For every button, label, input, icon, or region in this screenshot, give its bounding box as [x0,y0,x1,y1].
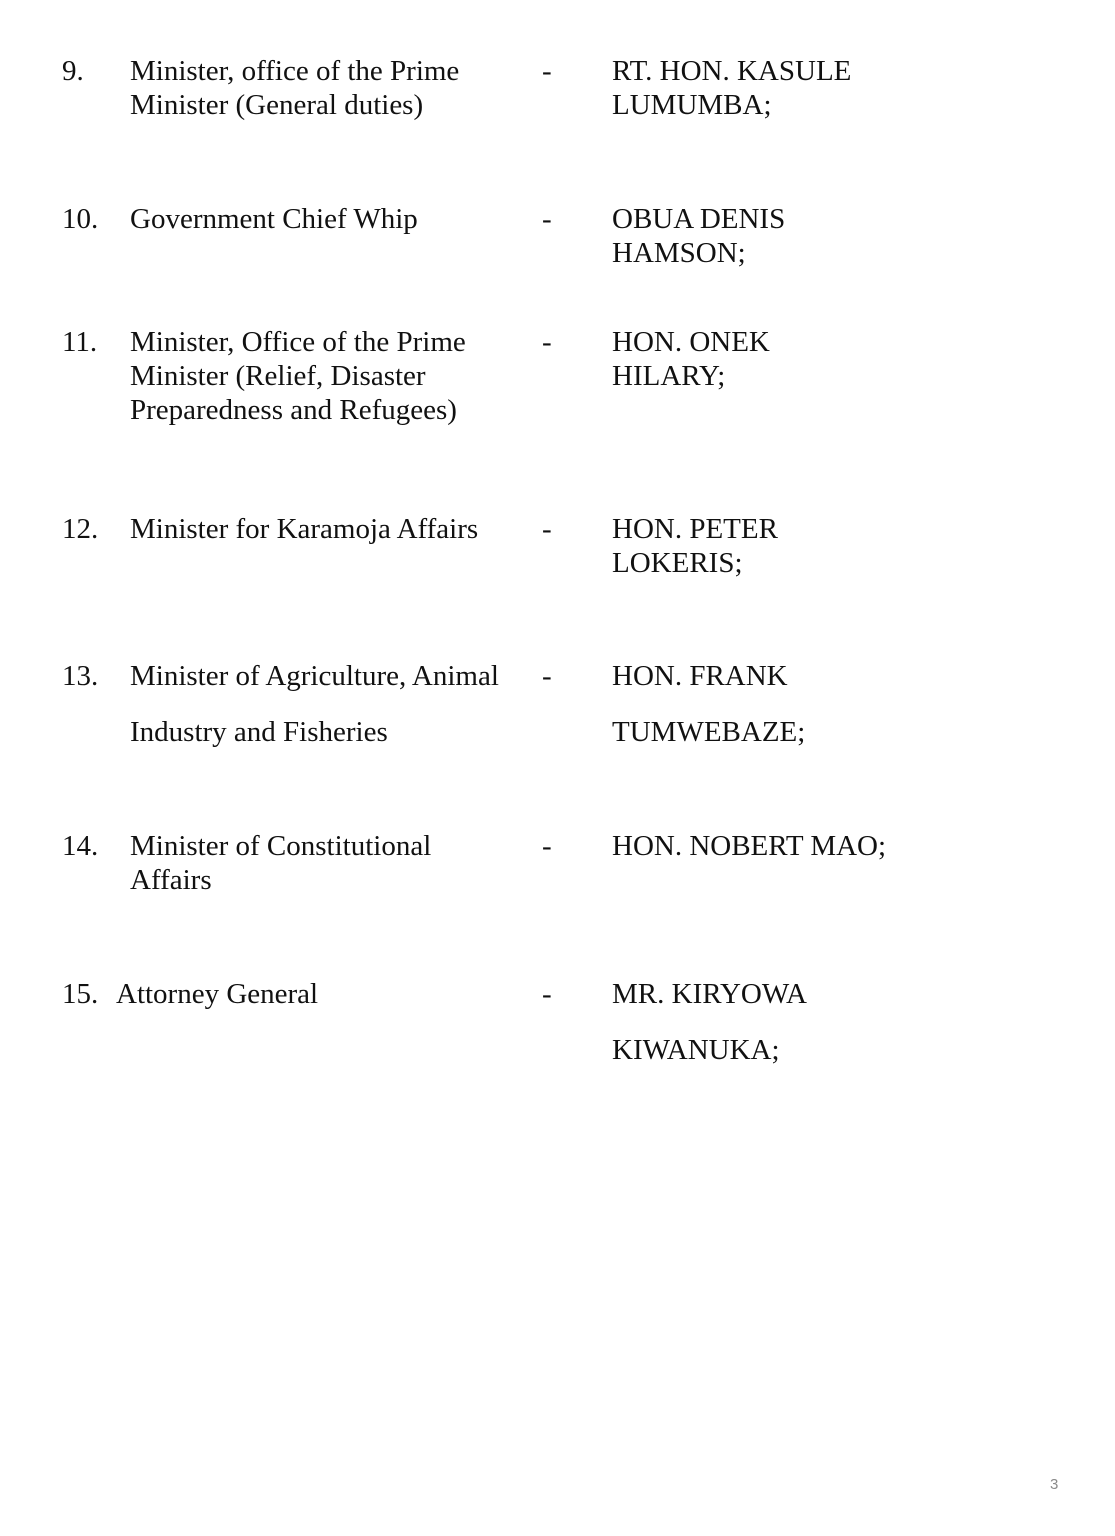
appointee-name-line: RT. HON. KASULE [612,55,852,87]
appointee-name-line: HAMSON; [612,237,746,269]
appointee-name-line: OBUA DENIS [612,203,786,235]
appointee-name-line: HON. FRANK [612,660,788,692]
page-number: 3 [1050,1476,1059,1493]
entry-number: 14. [62,830,99,862]
office-title-line: Minister, Office of the Prime [130,326,466,358]
office-title-line: Minister of Constitutional [130,830,432,862]
appointee-name-line: HON. NOBERT MAO; [612,830,887,862]
office-title-line: Minister, office of the Prime [130,55,460,87]
office-title [130,648,540,760]
office-title-line: Attorney General [116,978,319,1010]
entry-number: 15. [62,978,99,1010]
office-title-line: Preparedness and Refugees) [130,394,457,426]
appointee-name [612,966,1082,1078]
office-title-line: Minister (Relief, Disaster [130,360,426,392]
separator-dash: - [542,660,552,692]
separator-dash: - [542,203,552,235]
appointee-name [612,54,1082,122]
office-title-line: Industry and Fisheries [130,716,388,748]
office-title-line: Minister (General duties) [130,89,424,121]
office-title-line: Affairs [130,864,212,896]
separator-dash: - [542,513,552,545]
office-title [130,325,540,427]
entry-number: 9. [62,55,84,87]
appointee-name-line: HON. PETER [612,513,778,545]
office-title-line: Minister of Agriculture, Animal [130,660,499,692]
entry-number: 12. [62,513,99,545]
office-title [130,512,540,546]
appointee-name-line: HILARY; [612,360,726,392]
appointee-name [612,512,1082,580]
appointee-name [612,202,1082,270]
appointee-name-line: MR. KIRYOWA [612,978,807,1010]
office-title [130,829,540,897]
separator-dash: - [542,326,552,358]
appointee-name-line: HON. ONEK [612,326,770,358]
office-title [130,202,540,236]
appointee-name-line: LUMUMBA; [612,89,772,121]
office-title [116,966,526,1022]
appointee-name-line: TUMWEBAZE; [612,716,806,748]
entry-number: 11. [62,326,98,358]
appointee-name-line: LOKERIS; [612,547,743,579]
separator-dash: - [542,978,552,1010]
appointee-name [612,829,1082,863]
office-title-line: Government Chief Whip [130,203,418,235]
separator-dash: - [542,830,552,862]
entry-number: 10. [62,203,99,235]
separator-dash: - [542,55,552,87]
office-title [130,54,540,122]
appointee-name-line: KIWANUKA; [612,1034,780,1066]
entry-number: 13. [62,660,99,692]
appointee-name [612,648,1082,760]
appointee-name [612,325,1082,393]
office-title-line: Minister for Karamoja Affairs [130,513,479,545]
